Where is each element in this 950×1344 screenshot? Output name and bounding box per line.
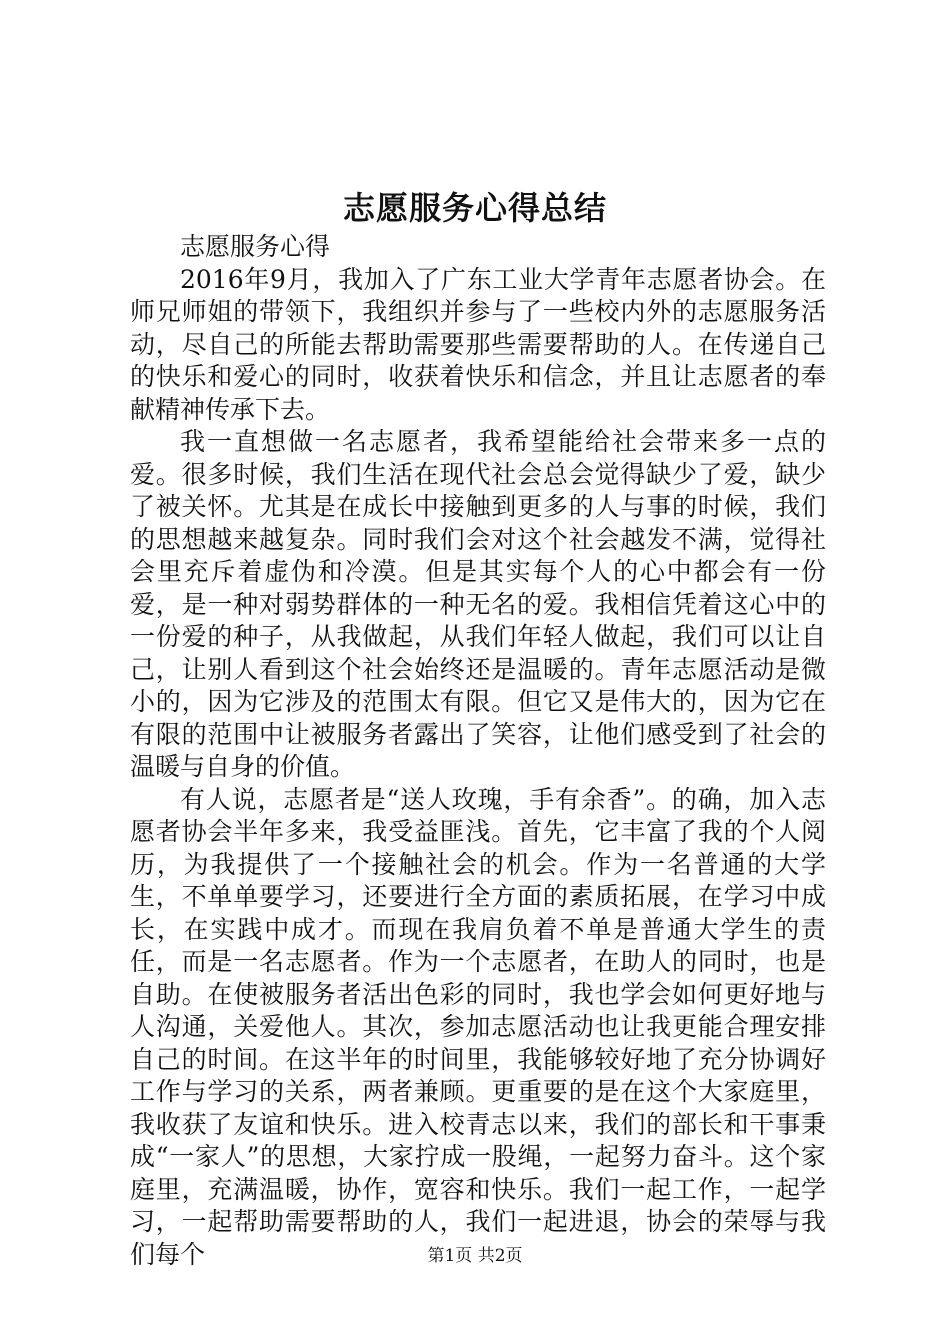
paragraph-3: 有人说，志愿者是“送人玫瑰，手有余香”。的确，加入志愿者协会半年多来，我受益匪浅。首先，它丰富了我的个人阅历，为我提供了一个接触社会的机会。作为一名普通的大学生，不单单要学习，还要进行全方面的素质拓展，在学习中成长，在实践中成才。而现在我肩负着不单是普通大学生的责任，而是一名志愿者。作为一个志愿者，在助人的同时，也是自助。在使被服务者活出色彩的同时，我也学会如何更好地与人沟通，关爱他人。其次，参加志愿活动也让我更能合理安排自己的时间。在这半年的时间里，我能够较好地了充分协调好工作与学习的关系，两者兼顾。更重要的是在这个大家庭里，我收获了友谊和快乐。进入校青志以来，我们的部长和干事秉成“一家人”的思想，大家拧成一股绳，一起努力奋斗。这个家庭里，充满温暖，协作，宽容和快乐。我们一起工作，一起学习，一起帮助需要帮助的人，我们一起进退，协会的荣辱与我们每个 [130,784,826,1269]
paragraph-1: 2016年9月，我加入了广东工业大学青年志愿者协会。在师兄师姐的带领下，我组织并参与了一些校内外的志愿服务活动，尽自己的所能去帮助需要那些需要帮助的人。在传递自己的快乐和爱心的同时，收获着快乐和信念，并且让志愿者的奉献精神传承下去。 [130,264,826,424]
document-body [130,231,826,1271]
paragraph-subtitle: 志愿服务心得 [180,232,331,261]
paragraph-2: 我一直想做一名志愿者，我希望能给社会带来多一点的爱。很多时候，我们生活在现代社会总会觉得缺少了爱，缺少了被关怀。尤其是在成长中接触到更多的人与事的时候，我们的思想越来越复杂。同时我们会对这个社会越发不满，觉得社会里充斥着虚伪和冷漠。但是其实每个人的心中都会有一份爱，是一种对弱势群体的一种无名的爱。我相信凭着这心中的一份爱的种子，从我做起，从我们年轻人做起，我们可以让自己，让别人看到这个社会始终还是温暖的。青年志愿活动是微小的，因为它涉及的范围太有限。但它又是伟大的，因为它在有限的范围中让被服务者露出了笑容，让他们感受到了社会的温暖与自身的价值。 [130,427,826,781]
page-number-footer: 第1页 共2页 [427,1246,523,1266]
document-title: 志愿服务心得总结 [342,189,607,227]
